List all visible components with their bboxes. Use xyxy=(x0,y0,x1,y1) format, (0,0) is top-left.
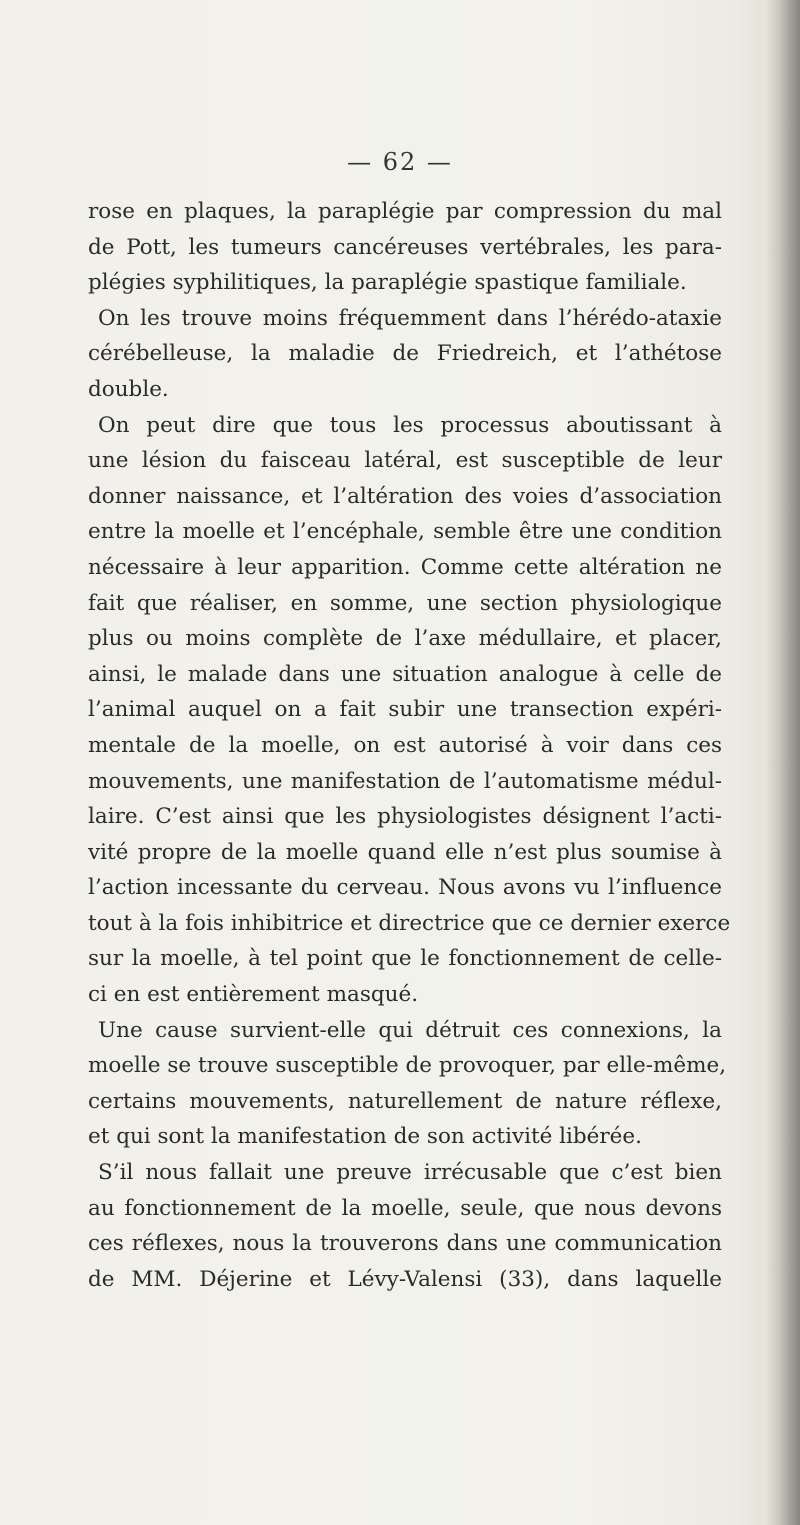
page-edge-shadow xyxy=(766,0,800,1525)
text-line: fait que réaliser, en somme, une section physiologique xyxy=(88,590,722,616)
text-line: au fonctionnement de la moelle, seule, que nous devons xyxy=(88,1195,722,1221)
text-line: ces réflexes, nous la trouverons dans une communication xyxy=(88,1231,722,1257)
text-line: rose en plaques, la paraplégie par compression du mal xyxy=(88,199,722,224)
text-line: plus ou moins complète de l’axe médullaire, et placer, xyxy=(88,626,722,652)
text-line: ainsi, le malade dans une situation analogue à celle de xyxy=(88,661,722,687)
text-line: Une cause survient-elle qui détruit ces connexions, la xyxy=(98,1017,722,1043)
text-line: ci en est entièrement masqué. xyxy=(88,982,419,1008)
text-line: entre la moelle et l’encéphale, semble être une condition xyxy=(88,519,722,545)
text-line: S’il nous fallait une preuve irrécusable que c’est bien xyxy=(98,1160,722,1186)
text-line: l’animal auquel on a fait subir une transection expéri- xyxy=(88,697,722,723)
text-line: On les trouve moins fréquemment dans l’hérédo-ataxie xyxy=(98,305,722,331)
text-line: laire. C’est ainsi que les physiologistes désignent l’acti- xyxy=(88,804,722,830)
text-line: de MM. Déjerine et Lévy-Valensi (33), dans laquelle xyxy=(88,1266,722,1292)
text-line: double. xyxy=(88,376,169,402)
page-number: — 62 — xyxy=(347,148,453,176)
text-line: de Pott, les tumeurs cancéreuses vertébrales, les para- xyxy=(88,234,722,260)
text-line: On peut dire que tous les processus aboutissant à xyxy=(98,412,722,438)
text-line: mouvements, une manifestation de l’automatisme médul- xyxy=(88,768,722,794)
text-line: sur la moelle, à tel point que le fonctionnement de celle- xyxy=(88,946,722,972)
text-line: et qui sont la manifestation de son activité libérée. xyxy=(88,1124,642,1150)
text-line: plégies syphilitiques, la paraplégie spastique familiale. xyxy=(88,270,687,296)
text-line: l’action incessante du cerveau. Nous avons vu l’influence xyxy=(88,875,722,901)
text-line: une lésion du faisceau latéral, est susceptible de leur xyxy=(88,448,722,474)
text-line: nécessaire à leur apparition. Comme cette altération ne xyxy=(88,554,722,580)
text-line: tout à la fois inhibitrice et directrice que ce dernier exerce xyxy=(88,910,731,936)
text-line: mentale de la moelle, on est autorisé à voir dans ces xyxy=(88,732,722,758)
text-line: cérébelleuse, la maladie de Friedreich, et l’athétose xyxy=(88,341,722,367)
text-line: moelle se trouve susceptible de provoquer, par elle-même, xyxy=(88,1053,727,1079)
text-line: certains mouvements, naturellement de nature réflexe, xyxy=(88,1088,722,1114)
text-line: vité propre de la moelle quand elle n’est plus soumise à xyxy=(88,839,722,865)
text-line: donner naissance, et l’altération des voies d’association xyxy=(88,483,722,509)
body-text xyxy=(88,194,731,1297)
